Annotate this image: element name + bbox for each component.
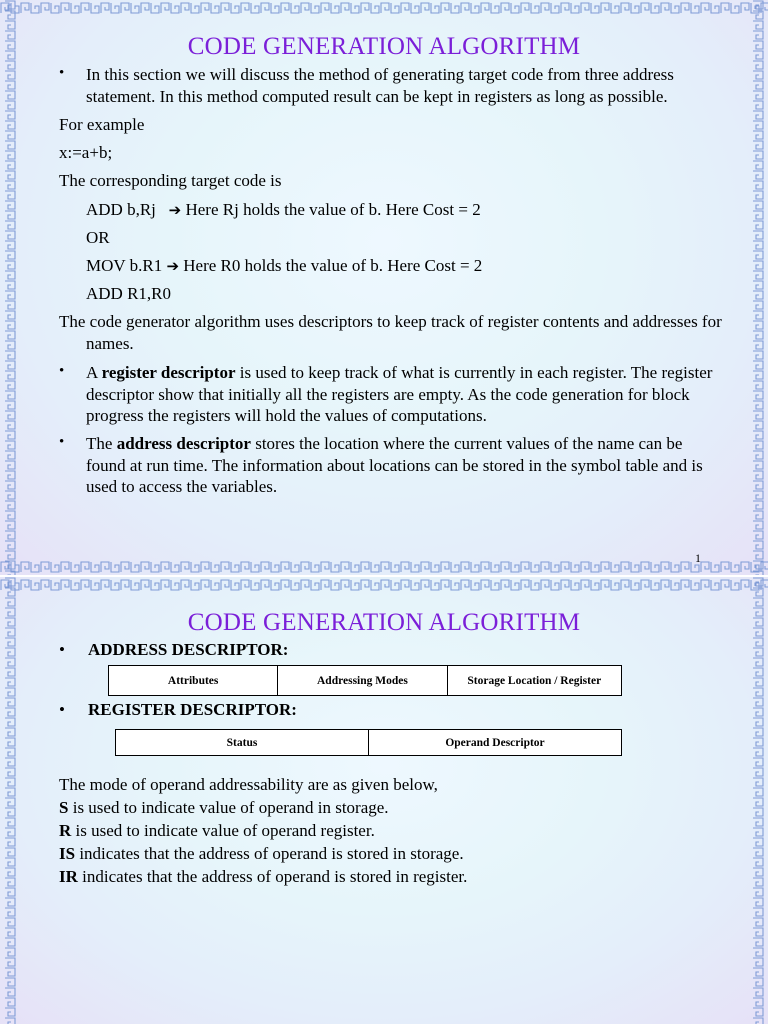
table-cell: Addressing Modes bbox=[278, 666, 447, 696]
table-cell: Storage Location / Register bbox=[447, 666, 621, 696]
text: stores the location where the current values of the name can be found at run time. The information about locations can be stored in the symbol table and is used to access the variables. bbox=[86, 434, 703, 496]
mode-code: IR bbox=[59, 867, 78, 886]
right-border-ornament bbox=[750, 0, 766, 575]
list-item bbox=[59, 842, 464, 866]
address-descriptor-table bbox=[108, 665, 622, 696]
code-note: Here Rj holds the value of b. Here Cost = 2 bbox=[185, 200, 481, 219]
mode-code: IS bbox=[59, 844, 76, 863]
left-border-ornament bbox=[2, 0, 18, 575]
register-descriptor-table bbox=[115, 729, 622, 756]
code-line-3: ADD R1,R0 bbox=[86, 284, 172, 303]
code-instruction: ADD b,Rj bbox=[86, 200, 156, 219]
slide-2 bbox=[0, 577, 768, 1024]
top-border-ornament bbox=[0, 0, 768, 16]
corresponding-label: The corresponding target code is bbox=[59, 171, 282, 190]
list-item bbox=[59, 865, 467, 889]
register-descriptor-paragraph bbox=[86, 362, 726, 427]
address-descriptor-heading: ADDRESS DESCRIPTOR: bbox=[88, 640, 289, 659]
mode-text: is used to indicate value of operand in storage. bbox=[72, 798, 389, 817]
register-descriptor-heading: REGISTER DESCRIPTOR: bbox=[88, 700, 297, 719]
right-border-ornament bbox=[750, 577, 766, 1024]
term-register-descriptor: register descriptor bbox=[101, 363, 236, 382]
table-cell: Attributes bbox=[109, 666, 278, 696]
arrow-right-icon: ➔ bbox=[168, 201, 182, 219]
bottom-border-ornament bbox=[0, 559, 768, 575]
list-item bbox=[59, 819, 375, 843]
list-item bbox=[59, 796, 389, 820]
bullet: • bbox=[59, 65, 65, 81]
address-descriptor-paragraph bbox=[86, 433, 726, 498]
slide-title: CODE GENERATION ALGORITHM bbox=[187, 33, 581, 60]
example-statement: x:=a+b; bbox=[59, 143, 113, 162]
mode-text: indicates that the address of operand is stored in register. bbox=[82, 867, 468, 886]
code-instruction: MOV b.R1 bbox=[86, 256, 163, 275]
mode-text: is used to indicate value of operand register. bbox=[75, 821, 375, 840]
bullet: • bbox=[59, 363, 65, 379]
intro-paragraph: In this section we will discuss the method of generating target code from three address statement. In this method computed result can be kept in registers as long as possible. bbox=[86, 65, 674, 106]
code-note: Here R0 holds the value of b. Here Cost = 2 bbox=[183, 256, 483, 275]
or-label: OR bbox=[86, 228, 110, 247]
bullet: • bbox=[59, 640, 65, 659]
code-line-1 bbox=[86, 199, 481, 222]
left-border-ornament bbox=[2, 577, 18, 1024]
slide-title: CODE GENERATION ALGORITHM bbox=[187, 609, 581, 636]
term-address-descriptor: address descriptor bbox=[116, 434, 251, 453]
code-line-2 bbox=[86, 255, 482, 278]
table-row bbox=[116, 730, 622, 756]
top-border-ornament bbox=[0, 577, 768, 593]
page-number: 1 bbox=[695, 551, 701, 565]
text: A bbox=[86, 363, 98, 382]
table-cell: Operand Descriptor bbox=[369, 730, 622, 756]
bullet: • bbox=[59, 700, 65, 719]
mode-text: indicates that the address of operand is stored in storage. bbox=[79, 844, 464, 863]
for-example-label: For example bbox=[59, 115, 145, 134]
modes-intro: The mode of operand addressability are as given below, bbox=[59, 775, 438, 794]
mode-code: S bbox=[59, 798, 69, 817]
text: is used to keep track of what is currently in each register. The register descriptor show that initially all the registers are empty. As the code generation for block progress the registers will hold the values of computations. bbox=[86, 363, 713, 425]
generator-paragraph: The code generator algorithm uses descriptors to keep track of register contents and addresses for names. bbox=[59, 312, 722, 353]
table-cell: Status bbox=[116, 730, 369, 756]
arrow-right-icon: ➔ bbox=[166, 257, 180, 275]
table-row bbox=[109, 666, 622, 696]
bullet: • bbox=[59, 434, 65, 450]
mode-code: R bbox=[59, 821, 72, 840]
text: The bbox=[86, 434, 113, 453]
